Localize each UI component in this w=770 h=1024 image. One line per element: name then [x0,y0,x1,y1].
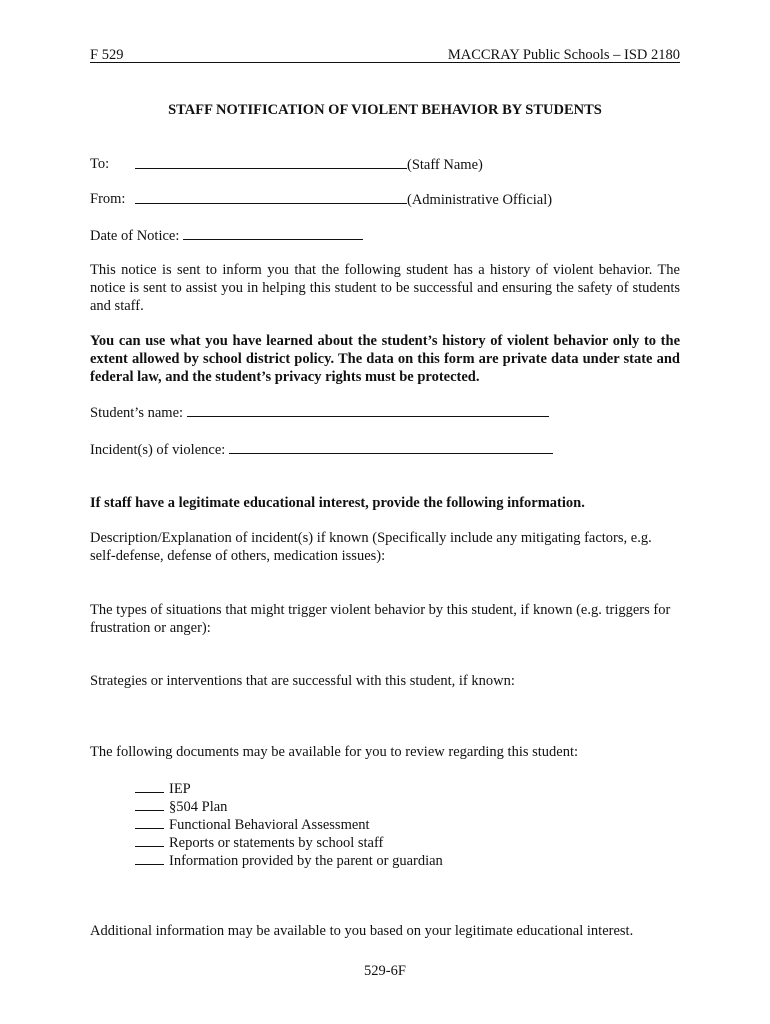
incidents-row [90,440,553,459]
document-label: Functional Behavioral Assessment [169,817,370,833]
page-footer: 529-6F [364,963,406,979]
document-check-blank[interactable] [135,815,164,829]
document-item [135,833,383,852]
date-label: Date of Notice: [90,228,180,244]
document-item [135,815,370,834]
student-name-label: Student’s name: [90,405,184,421]
document-check-blank[interactable] [135,833,164,847]
to-label: To: [90,156,110,172]
intro-paragraph: This notice is sent to inform you that the following student has a history of violent behavior. The notice is sent to assist you in helping this student to be successful and ensuring the safety of students and staff. [90,262,680,314]
from-field[interactable] [135,190,407,204]
document-label: Information provided by the parent or guardian [169,853,443,869]
student-name-field[interactable] [187,403,549,417]
incidents-field[interactable] [229,440,553,454]
from-hint: (Administrative Official) [407,192,553,208]
to-field-row [135,155,483,174]
document-item [135,797,227,816]
document-item [135,851,443,870]
legitimate-interest-heading: If staff have a legitimate educational interest, provide the following information. [90,495,585,511]
from-field-row [135,190,552,209]
district-name: MACCRAY Public Schools – ISD 2180 [447,47,680,63]
to-field[interactable] [135,155,407,169]
triggers-prompt: The types of situations that might trigger violent behavior by this student, if known (e.g. triggers for frustration or anger): [90,602,671,636]
header-rule [90,62,680,63]
document-check-blank[interactable] [135,851,164,865]
strategies-prompt: Strategies or interventions that are successful with this student, if known: [90,673,515,689]
document-label: §504 Plan [169,799,228,815]
from-label: From: [90,191,126,207]
document-check-blank[interactable] [135,797,164,811]
date-row [90,226,363,245]
document-label: Reports or statements by school staff [169,835,384,851]
document-label: IEP [169,781,191,797]
to-hint: (Staff Name) [407,157,483,173]
additional-info: Additional information may be available to you based on your legitimate educational interest. [90,923,634,939]
description-prompt: Description/Explanation of incident(s) if known (Specifically include any mitigating factors, e.g. self-defense, defense of others, medication issues): [90,530,652,564]
incidents-label: Incident(s) of violence: [90,442,226,458]
form-number: F 529 [90,47,124,63]
document-check-blank[interactable] [135,779,164,793]
form-title: STAFF NOTIFICATION OF VIOLENT BEHAVIOR BY STUDENTS [168,102,602,118]
documents-intro: The following documents may be available for you to review regarding this student: [90,744,579,760]
student-name-row [90,403,549,422]
document-item [135,779,191,798]
date-field[interactable] [183,226,363,240]
privacy-notice: You can use what you have learned about the student’s history of violent behavior only to the extent allowed by school district policy. The data on this form are private data under state and federal law, and the student’s privacy rights must be protected. [90,333,680,385]
